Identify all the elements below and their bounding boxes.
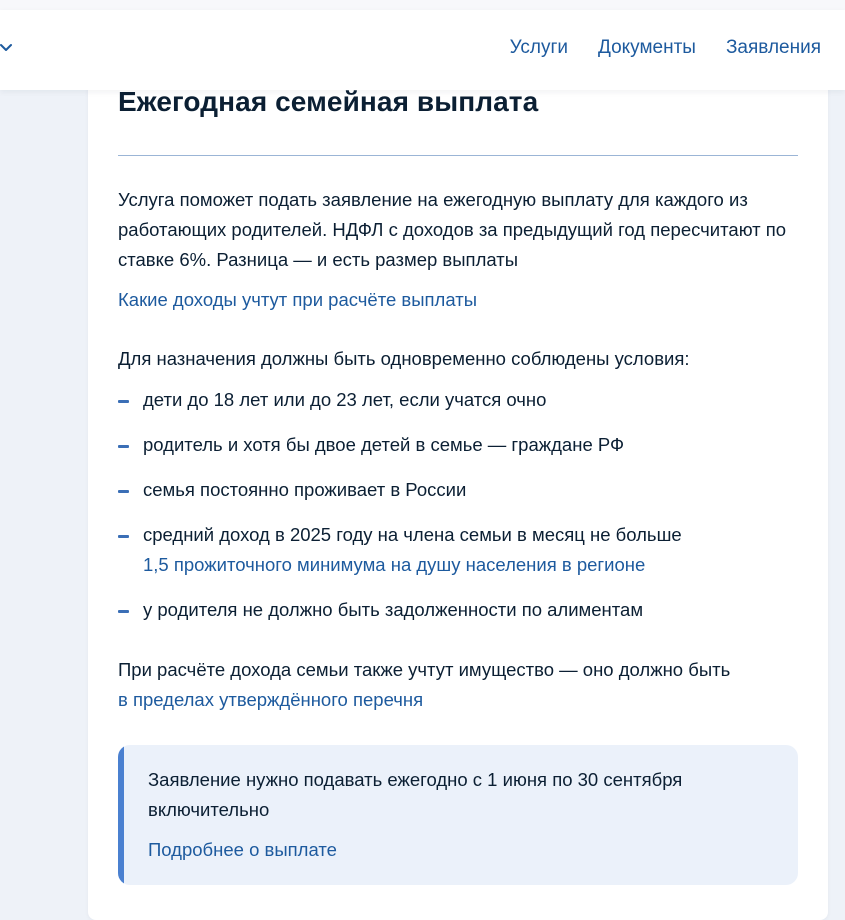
incomes-link[interactable]: Какие доходы учтут при расчёте выплаты [118,289,477,310]
conditions-heading: Для назначения должны быть одновременно соблюдены условия: [118,348,690,369]
list-dash [118,610,129,613]
service-description: Услуга поможет подать заявление на ежегодную выплату для каждого из работающих родителей. НДФЛ с доходов за предыдущий год пересчитают по ставке 6%. Разница — и есть размер выплаты [118,189,787,270]
deadline-notice [118,745,798,885]
list-dash [118,490,129,493]
notice-accent-bar [118,745,124,885]
property-note [118,655,798,715]
nav-item-documents[interactable]: Документы [598,37,696,58]
property-text: При расчёте дохода семьи также учтут имущество — оно должно быть [118,659,731,680]
page-title: Ежегодная семейная выплата [118,86,539,117]
list-dash [118,400,129,403]
nav-item-applications[interactable]: Заявления [725,37,821,58]
list-dash [118,535,129,538]
main-nav [510,37,821,59]
list-dash [118,445,129,448]
site-header [0,10,845,90]
subsistence-minimum-link[interactable]: 1,5 прожиточного минимума на душу населения в регионе [143,554,646,575]
payment-details-link[interactable]: Подробнее о выплате [148,839,337,860]
property-list-link[interactable]: в пределах утверждённого перечня [118,689,424,710]
nav-item-services[interactable]: Услуги [509,37,568,58]
title-divider [118,155,798,156]
notice-text: Заявление нужно подавать ежегодно с 1 июня по 30 сентября включительно [148,769,683,820]
chevron-down-icon[interactable] [0,40,14,56]
